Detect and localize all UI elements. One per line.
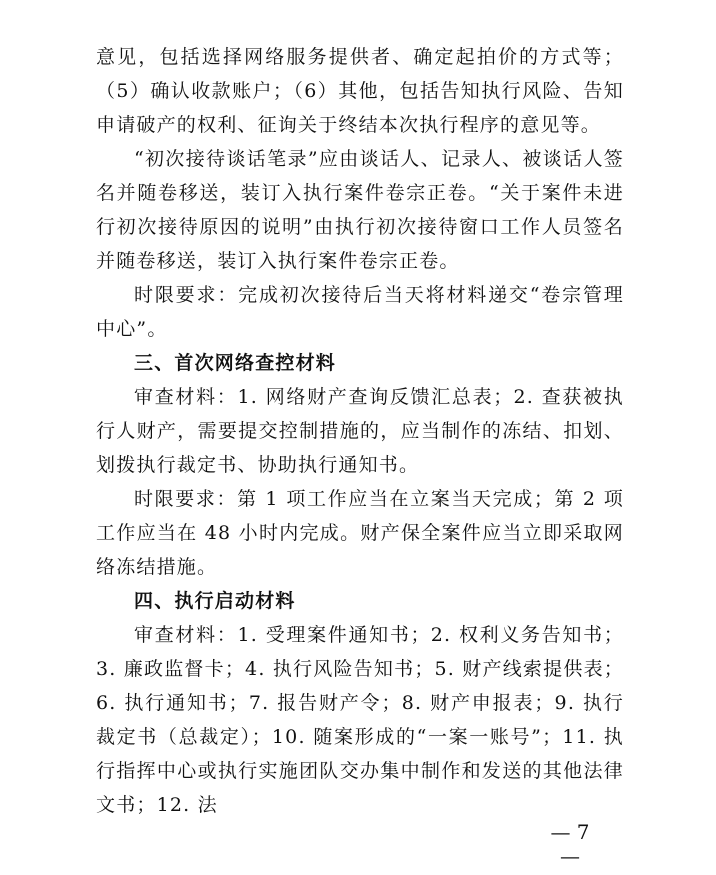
- paragraph-4: 审查材料：1. 网络财产查询反馈汇总表；2. 查获被执行人财产，需要提交控制措施的，应当制作的冻结、扣划、划拨执行裁定书、协助执行通知书。: [96, 386, 624, 476]
- paragraph-3: 时限要求：完成初次接待后当天将材料递交“卷宗管理中心”。: [96, 284, 624, 340]
- section-heading-4: 四、执行启动材料: [134, 590, 296, 612]
- paragraph-6: 审查材料：1. 受理案件通知书；2. 权利义务告知书；3. 廉政监督卡；4. 执行风险告知书；5. 财产线索提供表；6. 执行通知书；7. 报告财产令；8. 财产申报表；9. 执行裁定书（总裁定）；10. 随案形成的“一案一账号”；11. 执行指挥中心或执行实施团队交办集中制作和发送的其他法律文书；12. 法: [96, 624, 624, 816]
- body-text: [96, 40, 624, 822]
- paragraph-1: 意见，包括选择网络服务提供者、确定起拍价的方式等；（5）确认收款账户；（6）其他，包括告知执行风险、告知申请破产的权利、征询关于终结本次执行程序的意见等。: [96, 46, 624, 136]
- page-number: — 7 —: [550, 820, 590, 868]
- paragraph-5: 时限要求：第 1 项工作应当在立案当天完成；第 2 项工作应当在 48 小时内完成。财产保全案件应当立即采取网络冻结措施。: [96, 488, 624, 578]
- section-heading-3: 三、首次网络查控材料: [134, 352, 337, 374]
- paragraph-2: “初次接待谈话笔录”应由谈话人、记录人、被谈话人签名并随卷移送，装订入执行案件卷宗正卷。“关于案件未进行初次接待原因的说明”由执行初次接待窗口工作人员签名并随卷移送，装订入执行案件卷宗正卷。: [96, 148, 624, 272]
